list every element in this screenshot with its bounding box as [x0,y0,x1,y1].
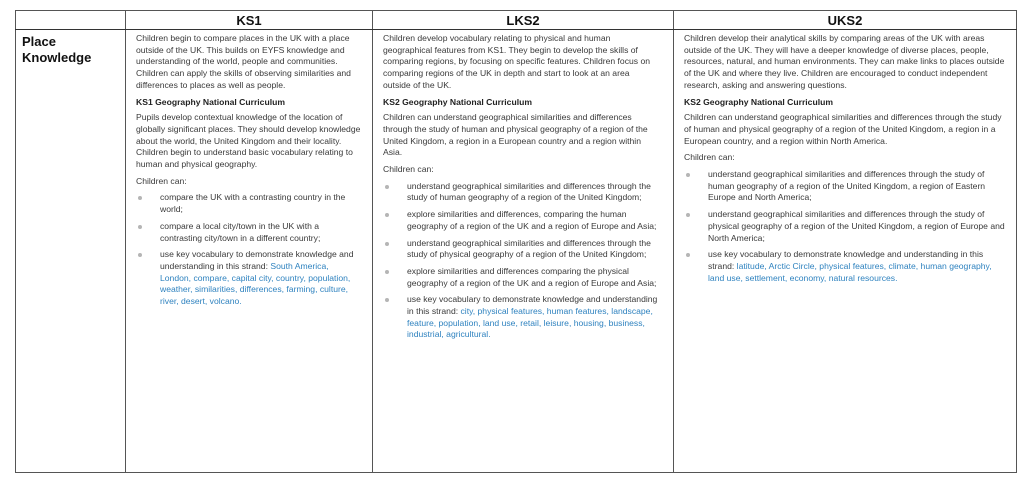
vocab-terms: South America, London, compare, capital city, country, population, weather, similarities, differences, farming, culture, river, desert, volcano. [160,260,351,307]
curriculum-table [15,10,1017,473]
list-item [136,221,362,244]
bullet-icon [138,253,142,257]
bullet-icon [686,173,690,177]
list-item [383,209,659,232]
uks2-bullet-list [684,169,1006,284]
bullet-icon [385,185,389,189]
vocab-lead: use key vocabulary to demonstrate knowledge and understanding in this strand: [160,249,354,271]
ks1-intro: Children begin to compare places in the UK with a place outside of the UK. This builds on EYFS knowledge and understanding of the world, people and communities. Children can apply the skills of observing similarities and differences to places as well as people. [136,33,351,90]
ks1-cell [126,30,373,473]
bullet-text: compare a local city/town in the UK with a contrasting city/town in a different country; [160,220,321,243]
place-knowledge-row [16,30,1017,473]
list-item [684,249,1006,284]
uks2-intro: Children develop their analytical skills by comparing areas of the UK with areas outside of the UK. They will have a deeper knowledge of diverse places, people, resources, natural, and human environments. They can make links to places outside of the UK and where they live. Children are encouraged to conduct independent research, asking and answering questions. [684,33,1005,90]
bullet-icon [385,242,389,246]
ks1-nc-text: Pupils develop contextual knowledge of the location of globally significant places. They should develop knowledge about the world, the United Kingdom and their locality. Children begin to understand basic vocabulary relating to human and physical geography. [136,112,361,170]
uks2-nc-text: Children can understand geographical similarities and differences through the study of human and physical geography of a region of the United Kingdom, a region in a European country, and a region within North America. [684,112,1002,146]
ks1-children-can: Children can: [136,175,187,186]
vocab-terms: city, physical features, human features, landscape, feature, population, land use, retail, leisure, housing, business, industrial, agricultural. [407,306,653,340]
uks2-children-can: Children can: [684,152,735,163]
bullet-text: understand geographical similarities and differences through the study of human geography of a region of the United Kingdom, a region of Eastern Europe and North America; [708,169,986,203]
bullet-text: understand geographical similarities and differences through the study of physical geography of a region of the United Kingdom, a region of Europe and North America; [708,209,1005,243]
bullet-text: explore similarities and differences, comparing the human geography of a region of the UK and a region of Europe and Asia; [407,209,657,231]
lks2-cell [373,30,674,473]
ks1-bullet-list [136,192,362,307]
list-item [136,249,362,308]
bullet-icon [138,225,142,229]
header-uks2: UKS2 [674,11,1017,30]
lks2-nc-heading: KS2 Geography National Curriculum [383,96,532,107]
bullet-text: compare the UK with a contrasting country in the world; [160,192,346,215]
uks2-cell [674,30,1017,473]
header-ks1: KS1 [126,11,373,30]
list-item [684,209,1006,244]
list-item [136,192,362,215]
ks1-nc-heading: KS1 Geography National Curriculum [136,96,285,107]
bullet-icon [385,213,389,217]
bullet-text: explore similarities and differences comparing the physical geography of a region of the UK and a region of Europe and Asia; [407,265,657,288]
list-item [383,266,659,289]
lks2-bullet-list [383,181,659,341]
vocab-lead: use key vocabulary to demonstrate knowledge and understanding in this strand: [708,249,984,271]
lks2-children-can: Children can: [383,164,434,175]
header-empty [16,11,126,30]
header-row [16,11,1017,30]
bullet-text: understand geographical similarities and differences through the study of human geography of a region of the United Kingdom; [407,180,651,203]
list-item [383,181,659,204]
uks2-nc-heading: KS2 Geography National Curriculum [684,96,833,107]
lks2-nc-text: Children can understand geographical similarities and differences through the study of human and physical geography of a region of the United Kingdom, a region in a European country and a region within Asia. [383,112,648,158]
row-label: Place Knowledge [16,30,126,473]
vocab-terms: latitude, Arctic Circle, physical features, climate, human geography, land use, settlement, economy, natural resources. [708,260,992,283]
bullet-icon [686,213,690,217]
bullet-text: understand geographical similarities and differences through the study of physical geography of a region of the United Kingdom; [407,237,651,260]
list-item [684,169,1006,204]
lks2-intro: Children develop vocabulary relating to physical and human geographical features from KS1. They begin to develop the skills of comparing regions, by focusing on specific features. Children focus on comparing regions of the UK in depth and start to look at an area outside of the UK. [383,33,651,90]
vocab-lead: use key vocabulary to demonstrate knowledge and understanding in this strand: [407,294,658,317]
bullet-icon [385,298,389,302]
list-item [383,294,659,341]
bullet-icon [138,196,142,200]
bullet-icon [385,270,389,274]
list-item [383,238,659,261]
bullet-icon [686,253,690,257]
header-lks2: LKS2 [373,11,674,30]
